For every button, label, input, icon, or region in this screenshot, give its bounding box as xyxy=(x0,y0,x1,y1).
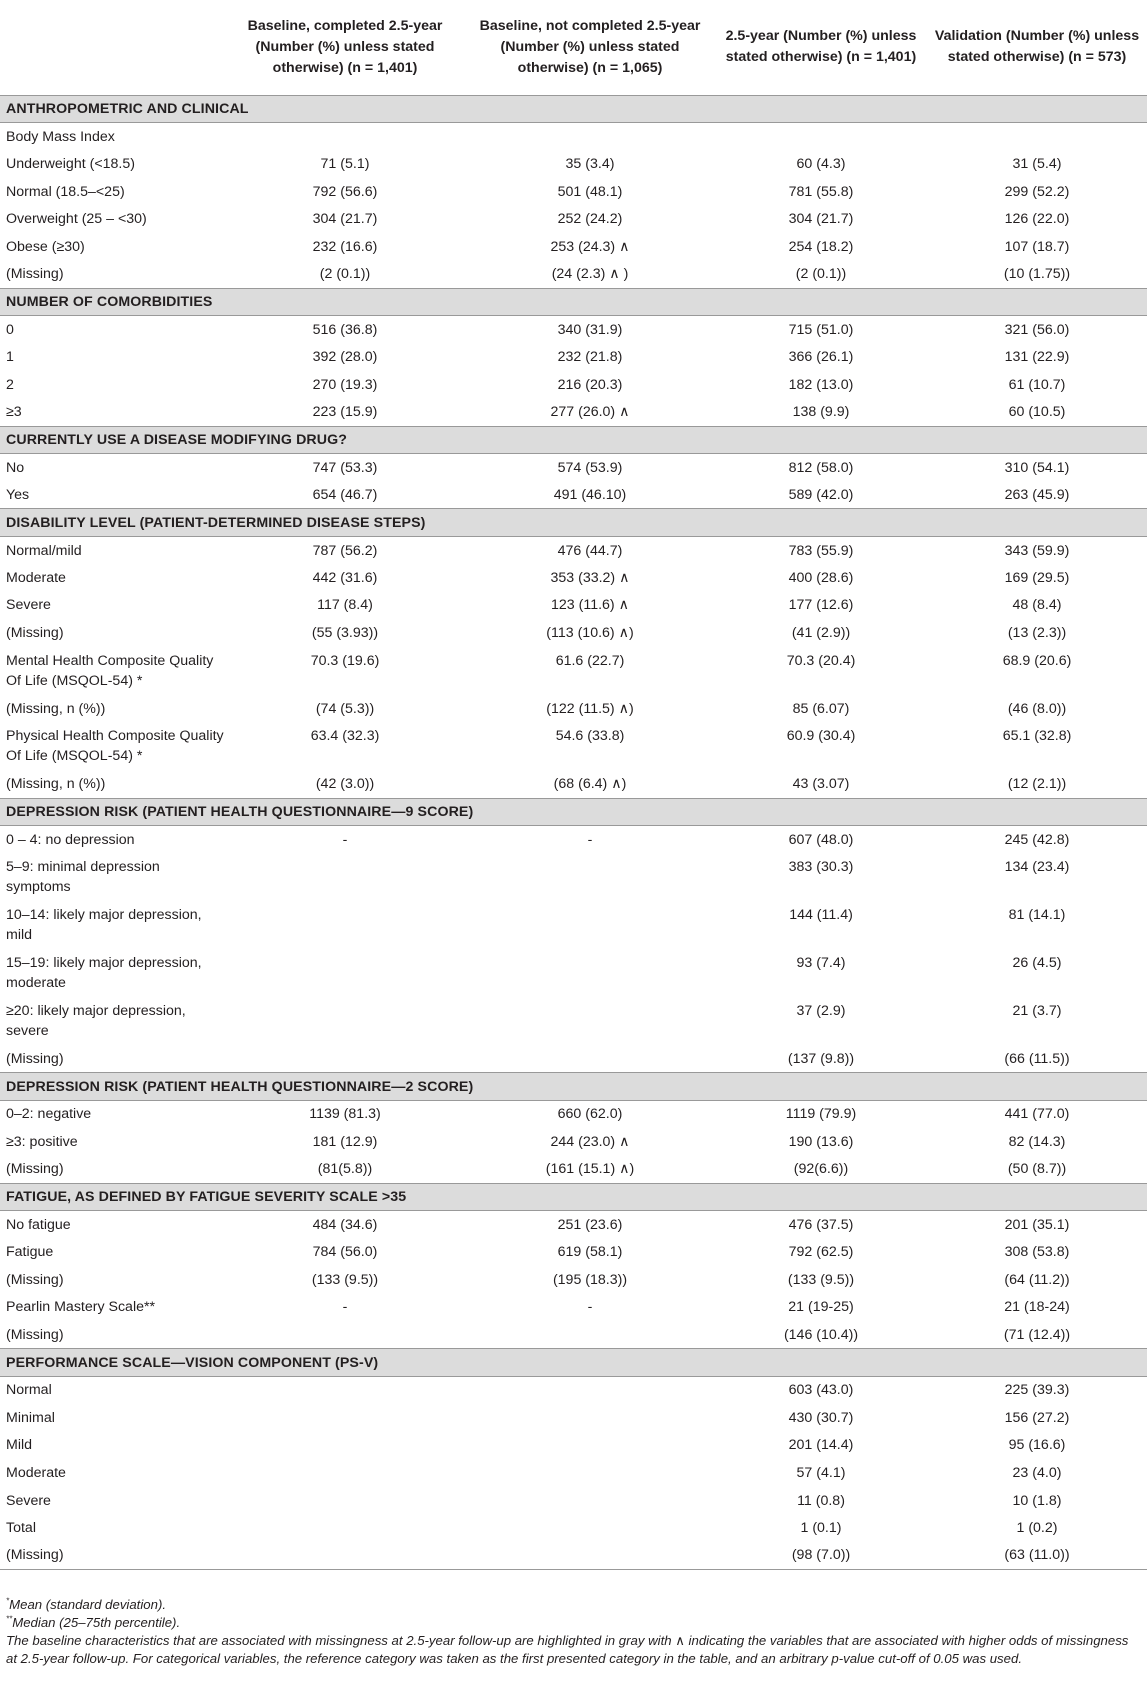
cell-col3: 430 (30.7) xyxy=(788,1409,854,1426)
cell-col3: (137 (9.8)) xyxy=(787,1050,855,1067)
section-header-row xyxy=(0,95,1147,123)
cell-col4: 61 (10.7) xyxy=(1008,376,1066,393)
section-title: PERFORMANCE SCALE—VISION COMPONENT (PS-V) xyxy=(0,1349,1147,1377)
table-row xyxy=(0,150,1147,178)
row-label: Normal (18.5–<25) xyxy=(6,183,125,200)
section-title: FATIGUE, AS DEFINED BY FATIGUE SEVERITY SCALE >35 xyxy=(0,1183,1147,1211)
section-header-row xyxy=(0,798,1147,826)
cell-col2: 251 (23.6) xyxy=(557,1216,623,1233)
table-row xyxy=(0,371,1147,399)
cell-col2 xyxy=(465,1542,715,1570)
table-row xyxy=(0,1211,1147,1239)
row-label: (Missing) xyxy=(6,1161,64,1178)
row-label: Normal xyxy=(6,1382,52,1399)
cell-col2 xyxy=(465,1487,715,1515)
cell-col2: 232 (21.8) xyxy=(557,349,623,366)
section-title: NUMBER OF COMORBIDITIES xyxy=(0,288,1147,316)
cell-col3: 201 (14.4) xyxy=(788,1437,854,1454)
cell-col4: 134 (23.4) xyxy=(1004,859,1070,876)
cell-col4: 263 (45.9) xyxy=(1004,486,1070,503)
header-col3: 2.5-year (Number (%) unless stated otherwise) (n = 1,401) xyxy=(715,0,927,95)
cell-col4: (50 (8.7)) xyxy=(1007,1161,1067,1178)
cell-col1 xyxy=(225,1404,465,1432)
cell-col1 xyxy=(225,1459,465,1487)
row-label: (Missing) xyxy=(0,1542,225,1570)
cell-col1 xyxy=(225,949,465,997)
cell-col2: (113 (10.6) ∧) xyxy=(546,625,634,642)
cell-col1: 1139 (81.3) xyxy=(309,1106,381,1123)
cell-col4: 68.9 (20.6) xyxy=(1002,652,1072,669)
cell-col1: 223 (15.9) xyxy=(312,404,378,421)
footnote-median: **Median (25–75th percentile). xyxy=(6,1614,181,1630)
cell-col1: (81(5.8)) xyxy=(317,1161,373,1178)
cell-col3: 177 (12.6) xyxy=(788,597,854,614)
cell-col3: 43 (3.07) xyxy=(792,776,850,793)
cell-col4 xyxy=(927,123,1147,151)
section-header-row xyxy=(0,288,1147,316)
table-row xyxy=(0,853,1147,901)
row-label: (Missing, n (%)) xyxy=(6,776,106,793)
cell-col1: (42 (3.0)) xyxy=(315,776,375,793)
header-row xyxy=(0,0,1147,95)
section-title: ANTHROPOMETRIC AND CLINICAL xyxy=(0,95,1147,123)
table-row xyxy=(0,1542,1147,1570)
cell-col1: 484 (34.6) xyxy=(312,1216,378,1233)
cell-col2: 501 (48.1) xyxy=(557,183,623,200)
table-header xyxy=(0,0,1147,95)
cell-col4: 107 (18.7) xyxy=(1004,238,1070,255)
row-label: Mental Health Composite Quality Of Life (MSQOL-54) * xyxy=(6,652,214,689)
cell-col2 xyxy=(465,997,715,1045)
row-label: ≥3: positive xyxy=(6,1133,78,1150)
cell-col3: 781 (55.8) xyxy=(788,183,854,200)
table-row xyxy=(0,1156,1147,1184)
section-header-row xyxy=(0,1183,1147,1211)
header-col0 xyxy=(0,0,225,95)
table-row xyxy=(0,1459,1147,1487)
cell-col4: 310 (54.1) xyxy=(1004,459,1070,476)
cell-col2: 353 (33.2) ∧ xyxy=(550,569,630,586)
cell-col2: 253 (24.3) ∧ xyxy=(550,238,630,255)
cell-col2 xyxy=(465,1045,715,1073)
cell-col1 xyxy=(225,1487,465,1515)
cell-col1 xyxy=(225,1045,465,1073)
cell-col4: 321 (56.0) xyxy=(1004,321,1070,338)
row-label: Moderate xyxy=(6,569,66,586)
row-label: 15–19: likely major depression, moderate xyxy=(6,955,202,992)
cell-col3: 400 (28.6) xyxy=(788,569,854,586)
cell-col1: 516 (36.8) xyxy=(312,321,378,338)
cell-col2: (161 (15.1) ∧) xyxy=(545,1161,635,1178)
row-label: No fatigue xyxy=(6,1216,71,1233)
table-row xyxy=(0,178,1147,206)
table-row xyxy=(0,826,1147,854)
cell-col3: 589 (42.0) xyxy=(788,486,854,503)
cell-col3: (98 (7.0)) xyxy=(715,1542,927,1570)
cell-col2 xyxy=(465,1321,715,1349)
cell-col2: 35 (3.4) xyxy=(565,155,615,172)
cell-col4: 441 (77.0) xyxy=(1004,1106,1070,1123)
cell-col2: 277 (26.0) ∧ xyxy=(550,404,630,421)
cell-col1: 232 (16.6) xyxy=(312,238,378,255)
cell-col1: 654 (46.7) xyxy=(312,486,378,503)
cell-col1 xyxy=(225,123,465,151)
cell-col2: - xyxy=(587,1299,593,1316)
table-row xyxy=(0,343,1147,371)
cell-col2: 244 (23.0) ∧ xyxy=(550,1133,630,1150)
row-label: ≥20: likely major depression, severe xyxy=(6,1003,186,1040)
cell-col2: 619 (58.1) xyxy=(557,1244,623,1261)
cell-col4: 82 (14.3) xyxy=(1008,1133,1066,1150)
cell-col4: 126 (22.0) xyxy=(1004,211,1070,228)
cell-col2 xyxy=(465,1432,715,1460)
cell-col4: 10 (1.8) xyxy=(1012,1492,1062,1509)
cell-col4: 23 (4.0) xyxy=(1012,1464,1062,1481)
cell-col4: 65.1 (32.8) xyxy=(1002,728,1072,745)
table-row xyxy=(0,1266,1147,1294)
section-header-row xyxy=(0,509,1147,537)
cell-col3: 70.3 (20.4) xyxy=(786,652,856,669)
cell-col1 xyxy=(225,1514,465,1542)
section-title: DISABILITY LEVEL (PATIENT-DETERMINED DISEASE STEPS) xyxy=(0,509,1147,537)
cell-col1 xyxy=(225,997,465,1045)
section-header-row xyxy=(0,1073,1147,1101)
table-row xyxy=(0,1128,1147,1156)
table-row xyxy=(0,695,1147,723)
row-label: 0–2: negative xyxy=(6,1106,92,1123)
cell-col4: 156 (27.2) xyxy=(1004,1409,1070,1426)
table-row xyxy=(0,123,1147,151)
cell-col4: 343 (59.9) xyxy=(1004,542,1070,559)
cell-col4: (10 (1.75)) xyxy=(1003,266,1071,283)
section-header-row xyxy=(0,426,1147,454)
table-row xyxy=(0,1514,1147,1542)
row-label: Total xyxy=(6,1520,36,1537)
row-label: Moderate xyxy=(6,1464,66,1481)
cell-col4: 21 (3.7) xyxy=(1012,1003,1062,1020)
cell-col1: 63.4 (32.3) xyxy=(310,728,380,745)
table-row xyxy=(0,564,1147,592)
cell-col1 xyxy=(225,1376,465,1404)
table-row xyxy=(0,647,1147,695)
table-row xyxy=(0,592,1147,620)
cell-col4: 95 (16.6) xyxy=(1008,1437,1066,1454)
table-row xyxy=(0,233,1147,261)
row-label: (Missing) xyxy=(6,266,64,283)
cell-col2 xyxy=(465,901,715,949)
cell-col2 xyxy=(465,949,715,997)
row-label: 2 xyxy=(6,376,14,393)
cell-col3: 254 (18.2) xyxy=(788,238,854,255)
row-label: Overweight (25 – <30) xyxy=(6,211,147,228)
cell-col3: 93 (7.4) xyxy=(796,955,846,972)
cell-col2: 252 (24.2) xyxy=(557,211,623,228)
cell-col3: 57 (4.1) xyxy=(796,1464,846,1481)
cell-col3: (41 (2.9)) xyxy=(791,625,851,642)
cell-col1: 181 (12.9) xyxy=(312,1133,378,1150)
row-label: Underweight (<18.5) xyxy=(6,155,135,172)
cell-col1: 747 (53.3) xyxy=(312,459,378,476)
cell-col1: (55 (3.93)) xyxy=(311,625,379,642)
cell-col1: 70.3 (19.6) xyxy=(310,652,380,669)
cell-col1 xyxy=(225,1321,465,1349)
cell-col1: (74 (5.3)) xyxy=(315,700,375,717)
cell-col1: 117 (8.4) xyxy=(317,597,373,614)
row-label: (Missing, n (%)) xyxy=(6,700,106,717)
cell-col3: 603 (43.0) xyxy=(788,1382,854,1399)
cell-col2: (122 (11.5) ∧) xyxy=(546,700,634,717)
cell-col2 xyxy=(465,1404,715,1432)
table-row xyxy=(0,997,1147,1045)
cell-col3 xyxy=(715,123,927,151)
table-row xyxy=(0,399,1147,427)
cell-col4: 308 (53.8) xyxy=(1004,1244,1070,1261)
header-col4: Validation (Number (%) unless stated otherwise) (n = 573) xyxy=(927,0,1147,95)
section-title: DEPRESSION RISK (PATIENT HEALTH QUESTIONNAIRE—9 SCORE) xyxy=(0,798,1147,826)
row-label: Minimal xyxy=(6,1409,55,1426)
cell-col4: 31 (5.4) xyxy=(1012,155,1062,172)
cell-col2: 61.6 (22.7) xyxy=(555,652,625,669)
cell-col2: 340 (31.9) xyxy=(557,321,623,338)
table-row xyxy=(0,619,1147,647)
cell-col2: 216 (20.3) xyxy=(557,376,623,393)
cell-col1: 792 (56.6) xyxy=(312,183,378,200)
cell-col4: 299 (52.2) xyxy=(1004,183,1070,200)
cell-col3: (133 (9.5)) xyxy=(787,1271,855,1288)
table-row xyxy=(0,722,1147,770)
row-label: 5–9: minimal depression symptoms xyxy=(6,859,160,896)
cell-col2: (24 (2.3) ∧ ) xyxy=(551,266,629,283)
cell-col1: (133 (9.5)) xyxy=(311,1271,379,1288)
cell-col4: (71 (12.4)) xyxy=(1003,1326,1071,1343)
cell-col3: 812 (58.0) xyxy=(788,459,854,476)
footnote-mean: *Mean (standard deviation). xyxy=(6,1596,166,1612)
header-col2: Baseline, not completed 2.5-year (Number (%) unless stated otherwise) (n = 1,065) xyxy=(465,0,715,95)
cell-col1: 784 (56.0) xyxy=(312,1244,378,1261)
cell-col2: 54.6 (33.8) xyxy=(555,728,625,745)
table-row xyxy=(0,1238,1147,1266)
row-label: (Missing) xyxy=(6,625,64,642)
cell-col2: 574 (53.9) xyxy=(557,459,623,476)
row-label: Mild xyxy=(6,1437,33,1454)
cell-col3: 60 (4.3) xyxy=(796,155,846,172)
row-label: Fatigue xyxy=(6,1244,54,1261)
row-label: (Missing) xyxy=(6,1050,64,1067)
table-row xyxy=(0,316,1147,344)
cell-col4: (12 (2.1)) xyxy=(1007,776,1067,793)
row-label: (Missing) xyxy=(6,1271,64,1288)
row-label: Normal/mild xyxy=(6,542,82,559)
cell-col1 xyxy=(225,1542,465,1570)
cell-col4: (66 (11.5)) xyxy=(1004,1050,1070,1067)
row-label: Severe xyxy=(6,597,51,614)
cell-col2 xyxy=(465,1514,715,1542)
cell-col2: (68 (6.4) ∧) xyxy=(553,776,627,793)
cell-col1: - xyxy=(342,831,348,848)
cell-col2: 491 (46.10) xyxy=(553,486,627,503)
cell-col2 xyxy=(465,1459,715,1487)
cell-col3: 476 (37.5) xyxy=(788,1216,854,1233)
cell-col3: 190 (13.6) xyxy=(788,1133,854,1150)
cell-col2: 660 (62.0) xyxy=(557,1106,623,1123)
cell-col1: 270 (19.3) xyxy=(312,376,378,393)
cell-col4: 1 (0.2) xyxy=(1016,1520,1058,1537)
cell-col3: 792 (62.5) xyxy=(788,1244,854,1261)
cell-col3: 607 (48.0) xyxy=(788,831,854,848)
cell-col4: 21 (18-24) xyxy=(1004,1299,1070,1316)
cell-col4: 245 (42.8) xyxy=(1004,831,1070,848)
cell-col2 xyxy=(465,853,715,901)
cell-col1: 71 (5.1) xyxy=(320,155,370,172)
table-row xyxy=(0,901,1147,949)
cell-col3: (92(6.6)) xyxy=(793,1161,849,1178)
table-row xyxy=(0,1487,1147,1515)
cell-col4: 225 (39.3) xyxy=(1004,1382,1070,1399)
cell-col1: (2 (0.1)) xyxy=(319,266,371,283)
cell-col1: 304 (21.7) xyxy=(312,211,378,228)
table-row xyxy=(0,1404,1147,1432)
cell-col2: 123 (11.6) ∧ xyxy=(551,597,629,614)
cell-col4: 169 (29.5) xyxy=(1004,569,1070,586)
table-row xyxy=(0,1376,1147,1404)
cell-col3: (2 (0.1)) xyxy=(795,266,847,283)
cell-col4: (63 (11.0)) xyxy=(927,1542,1147,1570)
cell-col3: 304 (21.7) xyxy=(788,211,854,228)
cell-col2: (195 (18.3)) xyxy=(552,1271,628,1288)
table-row xyxy=(0,481,1147,509)
cell-col3: 783 (55.9) xyxy=(788,542,854,559)
table-row xyxy=(0,205,1147,233)
table-row xyxy=(0,770,1147,798)
cell-col3: (146 (10.4)) xyxy=(783,1326,859,1343)
cell-col4: (13 (2.3)) xyxy=(1007,625,1067,642)
table-row xyxy=(0,1294,1147,1322)
table-row xyxy=(0,1321,1147,1349)
cell-col3: 182 (13.0) xyxy=(788,376,854,393)
row-label: 0 xyxy=(6,321,14,338)
cell-col3: 138 (9.9) xyxy=(792,404,850,421)
cell-col1: 442 (31.6) xyxy=(312,569,378,586)
cell-col1 xyxy=(225,1432,465,1460)
cell-col3: 366 (26.1) xyxy=(788,349,854,366)
cell-col3: 85 (6.07) xyxy=(792,700,850,717)
row-label: 10–14: likely major depression, mild xyxy=(6,907,202,944)
row-label: Pearlin Mastery Scale** xyxy=(6,1299,156,1316)
row-label: Obese (≥30) xyxy=(6,238,85,255)
row-label: ≥3 xyxy=(6,404,22,421)
cell-col4: 48 (8.4) xyxy=(1012,597,1062,614)
cell-col1 xyxy=(225,901,465,949)
row-label: (Missing) xyxy=(6,1326,64,1343)
cell-col2 xyxy=(465,1376,715,1404)
cell-col3: 37 (2.9) xyxy=(796,1003,846,1020)
cell-col4: 26 (4.5) xyxy=(1012,955,1062,972)
row-label: 0 – 4: no depression xyxy=(6,831,135,848)
row-label: Body Mass Index xyxy=(6,128,115,145)
cell-col3: 1119 (79.9) xyxy=(785,1106,857,1123)
table-row xyxy=(0,454,1147,482)
cell-col4: 131 (22.9) xyxy=(1004,349,1070,366)
row-label: Yes xyxy=(6,486,30,503)
cell-col3: 21 (19-25) xyxy=(788,1299,854,1316)
header-col1: Baseline, completed 2.5-year (Number (%) unless stated otherwise) (n = 1,401) xyxy=(225,0,465,95)
section-title: DEPRESSION RISK (PATIENT HEALTH QUESTIONNAIRE—2 SCORE) xyxy=(0,1073,1147,1101)
cell-col1: 787 (56.2) xyxy=(312,542,378,559)
row-label: Physical Health Composite Quality Of Life (MSQOL-54) * xyxy=(6,728,224,765)
cell-col1: 392 (28.0) xyxy=(312,349,378,366)
cell-col1 xyxy=(225,853,465,901)
table-body xyxy=(0,95,1147,1570)
table-row xyxy=(0,1100,1147,1128)
cell-col2: - xyxy=(587,831,593,848)
cell-col4: (64 (11.2)) xyxy=(1004,1271,1070,1288)
cell-col4: 201 (35.1) xyxy=(1004,1216,1070,1233)
footnote-highlight: The baseline characteristics that are associated with missingness at 2.5-year follow-up are highlighted in gray with ∧ indicating the variables that are associated with higher odds of missingness at 2.5-year follow-up. For categorical variables, the reference category was taken as the first presented category in the table, and an arbitrary p-value cut-off of 0.05 was used. xyxy=(6,1633,1129,1666)
table-footnotes xyxy=(6,1596,1141,1668)
table-row xyxy=(0,1045,1147,1073)
cell-col2: 476 (44.7) xyxy=(557,542,623,559)
table-row xyxy=(0,261,1147,289)
cell-col1: - xyxy=(342,1299,348,1316)
table-row xyxy=(0,1432,1147,1460)
section-title: CURRENTLY USE A DISEASE MODIFYING DRUG? xyxy=(0,426,1147,454)
table-row xyxy=(0,949,1147,997)
row-label: No xyxy=(6,459,25,476)
cell-col3: 715 (51.0) xyxy=(788,321,854,338)
cell-col3: 1 (0.1) xyxy=(800,1520,842,1537)
cell-col2 xyxy=(465,123,715,151)
section-header-row xyxy=(0,1349,1147,1377)
row-label: 1 xyxy=(6,349,14,366)
cell-col3: 383 (30.3) xyxy=(788,859,854,876)
cell-col3: 144 (11.4) xyxy=(789,907,853,924)
table-row xyxy=(0,537,1147,565)
cell-col3: 60.9 (30.4) xyxy=(786,728,856,745)
cell-col4: 60 (10.5) xyxy=(1008,404,1066,421)
row-label: Severe xyxy=(6,1492,51,1509)
cell-col4: 81 (14.1) xyxy=(1008,907,1066,924)
cell-col3: 11 (0.8) xyxy=(797,1492,845,1509)
cell-col4: (46 (8.0)) xyxy=(1007,700,1067,717)
